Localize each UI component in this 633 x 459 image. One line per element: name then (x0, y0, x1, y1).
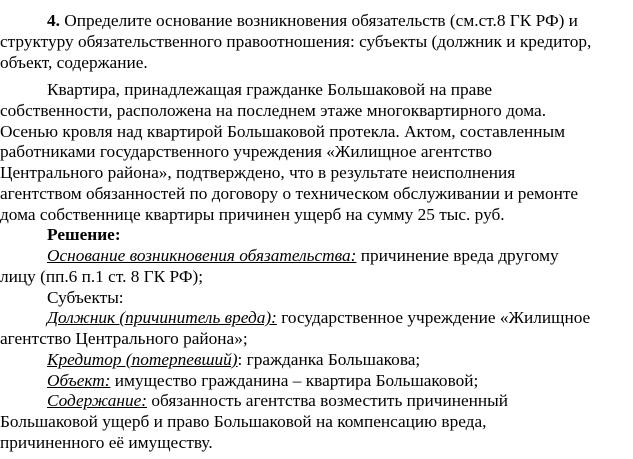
debtor-label: Должник (причинитель вреда): (47, 308, 277, 328)
case-line: Осенью кровля над квартирой Большаковой протекла. Актом, составленным (0, 121, 566, 141)
task-line: структуру обязательственного правоотношения: субъекты (должник и кредитор, (0, 31, 592, 51)
case-line: дома собственнице квартиры причинен ущерб на сумму 25 тыс. руб. (0, 204, 505, 224)
debtor-line: Должник (причинитель вреда): государственное учреждение «Жилищное (47, 308, 591, 328)
subjects-label: Субъекты: (47, 287, 124, 307)
debtor-cont: агентство Центрального района»; (0, 329, 248, 348)
case-line: работниками государственного учреждения «Жилищное агентство (0, 142, 492, 162)
task-number: 4. (47, 11, 60, 30)
basis-cont: лицу (пп.6 п.1 ст. 8 ГК РФ); (0, 266, 204, 286)
object-line: Объект: имущество гражданина – квартира Большаковой; (47, 370, 479, 390)
case-line: собственности, расположена на последнем этаже многоквартирного дома. (0, 100, 547, 120)
creditor-line: Кредитор (потерпевший): гражданка Большакова; (47, 349, 421, 369)
basis-line: Основание возникновения обязательства: причинение вреда другому (47, 246, 559, 265)
task-line: 4. Определите основание возникновения обязательств (см.ст.8 ГК РФ) и (47, 11, 578, 30)
solution-heading: Решение: (47, 225, 121, 245)
case-line: Центрального района», подтверждено, что в результате неисполнения (0, 163, 516, 182)
case-line: агентством обязанностей по договору о техническом обслуживании и ремонте (0, 183, 579, 203)
content-cont: Большаковой ущерб и право Большаковой на компенсацию вреда, (0, 412, 487, 431)
basis-label: Основание возникновения обязательства: (47, 246, 357, 265)
content-cont: причиненного её имуществу. (0, 432, 213, 452)
creditor-label: Кредитор (потерпевший) (47, 349, 238, 369)
case-line: Квартира, принадлежащая гражданке Большаковой на праве (47, 80, 493, 99)
task-line: объект, содержание. (0, 52, 148, 72)
content-label: Содержание: (47, 391, 148, 411)
object-label: Объект: (47, 370, 111, 390)
content-line: Содержание: обязанность агентства возместить причиненный (47, 391, 509, 411)
